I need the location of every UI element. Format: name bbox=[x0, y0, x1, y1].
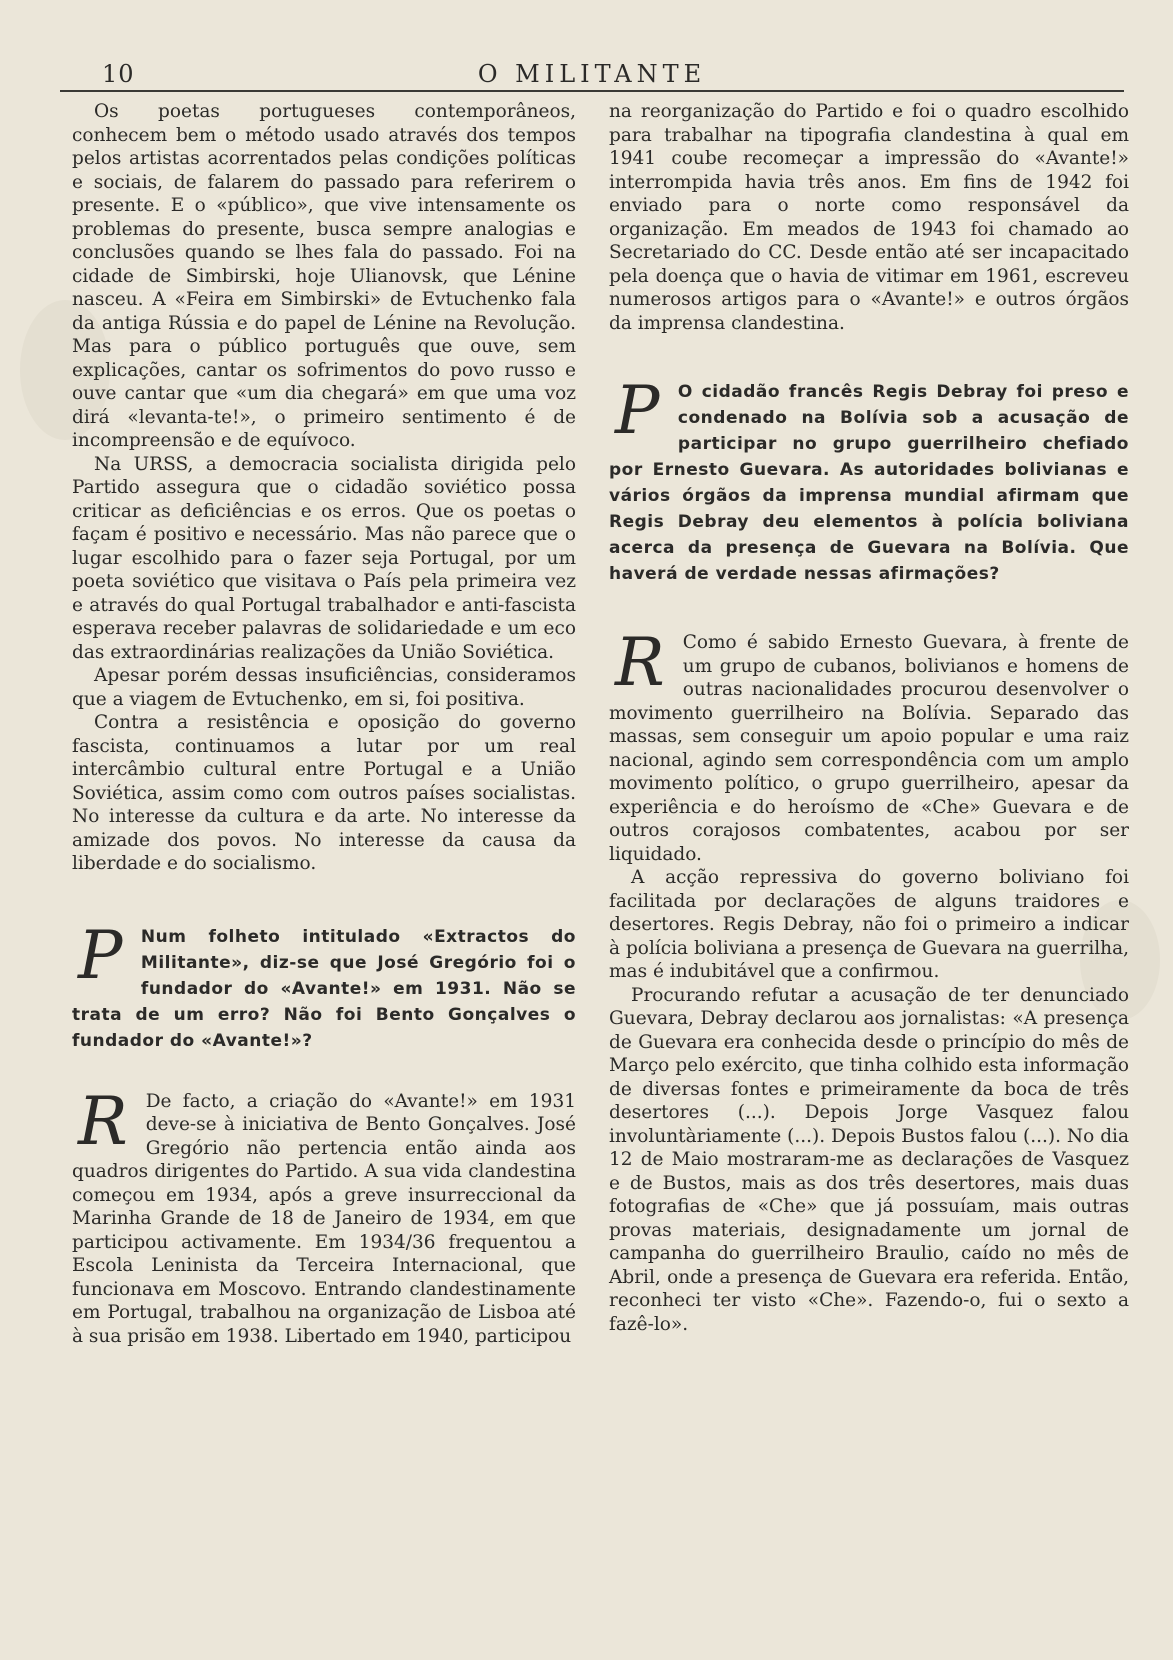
question-text: O cidadão francês Regis Debray foi preso e condenado na Bolívia sob a acusação de participar no grupo guerrilheiro chefiado por Ernesto Guevara. As autoridades bolivianas e vários órgãos da imprensa mundial afirmam que Regis Debray deu elementos à polícia boliviana acerca da presença de Guevara na Bolívia. Que haverá de verdade nessas afirmações? bbox=[609, 382, 1129, 584]
paragraph: Os poetas portugueses contemporâneos, conhecem bem o método usado através dos tempos pelos artistas acorrentados pelas condições políticas e sociais, de falarem do passado para referirem o presente. E o «público», que vive intensamente os problemas do presente, busca sempre analogias e conclusões quando se lhes fala do passado. Foi na cidade de Simbirski, hoje Ulianovsk, que Lénine nasceu. A «Feira em Simbirski» de Evtuchenko fala da antiga Rússia e do papel de Lénine na Revolução. Mas para o público português que ouve, sem explicações, cantar os sofrimentos do povo russo e ouve cantar que «um dia chegará» em que uma voz dirá «levanta-te!», o primeiro sentimento é de incompreensão e de equívoco. bbox=[72, 101, 576, 451]
answer-block bbox=[72, 1082, 576, 1349]
right-column bbox=[609, 100, 1129, 1336]
paragraph: Contra a resistência e oposição do governo fascista, continuamos a lutar por um real intercâmbio cultural entre Portugal e a União Soviética, assim como com outros países socialistas. No interesse da cultura e da arte. No interesse da amizade dos povos. No interesse da causa da liberdade e do socialismo. bbox=[72, 712, 576, 874]
paragraph-continuation: na reorganização do Partido e foi o quadro escolhido para trabalhar na tipografia clandestina à qual em 1941 coube recomeçar a impressão do «Avante!» interrompida havia três anos. Em fins de 1942 foi enviado para o norte como responsável da organização. Em meados de 1943 foi chamado ao Secretariado do CC. Desde então até ser incapacitado pela doença que o havia de vitimar em 1961, escreveu numerosos artigos para o «Avante!» e outros órgãos da imprensa clandestina. bbox=[609, 101, 1129, 334]
question-block bbox=[609, 372, 1129, 587]
paragraph: A acção repressiva do governo boliviano foi facilitada por declarações de alguns traidores e desertores. Regis Debray, não foi o primeiro a indicar à polícia boliviana a presença de Guevara na guerrilha, mas é indubitável que a confirmou. bbox=[609, 867, 1129, 982]
left-column bbox=[72, 100, 576, 1348]
answer-block bbox=[609, 624, 1129, 866]
paragraph: Procurando refutar a acusação de ter denunciado Guevara, Debray declarou aos jornalistas: «A presença de Guevara era conhecida desde o princípio do mês de Março pelo exército, que tinha colhido esta informação de diversas fontes e primeiramente da boca de três desertores (...). Depois Jorge Vasquez falou involuntàriamente (...). Depois Bustos falou (...). No dia 12 de Maio mostraram-me as declarações de Vasquez e de Bustos, mais as dos três desertores, mais duas fotografias de «Che» que já possuíam, mais outras provas materiais, designadamente um jornal de campanha do guerrilheiro Braulio, caído no mês de Abril, onde a presença de Guevara era referida. Então, reconheci ter visto «Che». Fazendo-o, fui o sexto a fazê-lo». bbox=[609, 984, 1129, 1335]
dropcap-r: R bbox=[78, 1082, 128, 1160]
dropcap-p: P bbox=[615, 372, 660, 449]
answer-text: De facto, a criação do «Avante!» em 1931 deve-se à iniciativa de Bento Gonçalves. José Gregório não pertencia então ainda aos quadros dirigentes do Partido. A sua vida clandestina começou em 1934, após a greve insurreccional da Marinha Grande de 18 de Janeiro de 1934, em que participou activamente. Em 1934/36 frequentou a Escola Leninista da Terceira Internacional, que funcionava em Moscovo. Entrando clandestinamente em Portugal, trabalhou na organização de Lisboa até à sua prisão em 1938. Libertado em 1940, participou bbox=[72, 1090, 576, 1347]
page-header bbox=[60, 56, 1124, 92]
answer-text: Como é sabido Ernesto Guevara, à frente de um grupo de cubanos, bolivianos e homens de outras nacionalidades procurou desenvolver o movimento guerrilheiro na Bolívia. Separado das massas, sem conseguir um apoio popular e uma raiz nacional, agindo sem correspondência com um amplo movimento político, o grupo guerrilheiro, apesar da experiência e do heroísmo de «Che» Guevara e de outros corajosos combatentes, acabou por ser liquidado. bbox=[609, 632, 1129, 865]
question-text: Num folheto intitulado «Extractos do Militante», diz-se que José Gregório foi o fundador do «Avante!» em 1931. Não se trata de um erro? Não foi Bento Gonçalves o fundador do «Avante!»? bbox=[72, 926, 576, 1051]
page-number: 10 bbox=[102, 60, 135, 88]
paragraph: Na URSS, a democracia socialista dirigida pelo Partido assegura que o cidadão soviético possa criticar as deficiências e os erros. Que os poetas o façam é positivo e necessário. Mas não parece que o lugar escolhido para o fazer seja Portugal, por um poeta soviético que visitava o País pela primeira vez e através do qual Portugal trabalhador e anti-fascista esperava receber palavras de solidariedade e um eco das extraordinárias realizações da União Soviética. bbox=[72, 453, 576, 663]
header-rule bbox=[60, 90, 1124, 92]
paragraph: Apesar porém dessas insuficiências, consideramos que a viagem de Evtuchenko, em si, foi positiva. bbox=[72, 665, 576, 710]
question-block bbox=[72, 916, 576, 1054]
dropcap-p: P bbox=[78, 916, 123, 994]
journal-title: O MILITANTE bbox=[477, 60, 707, 88]
dropcap-r: R bbox=[615, 624, 665, 701]
